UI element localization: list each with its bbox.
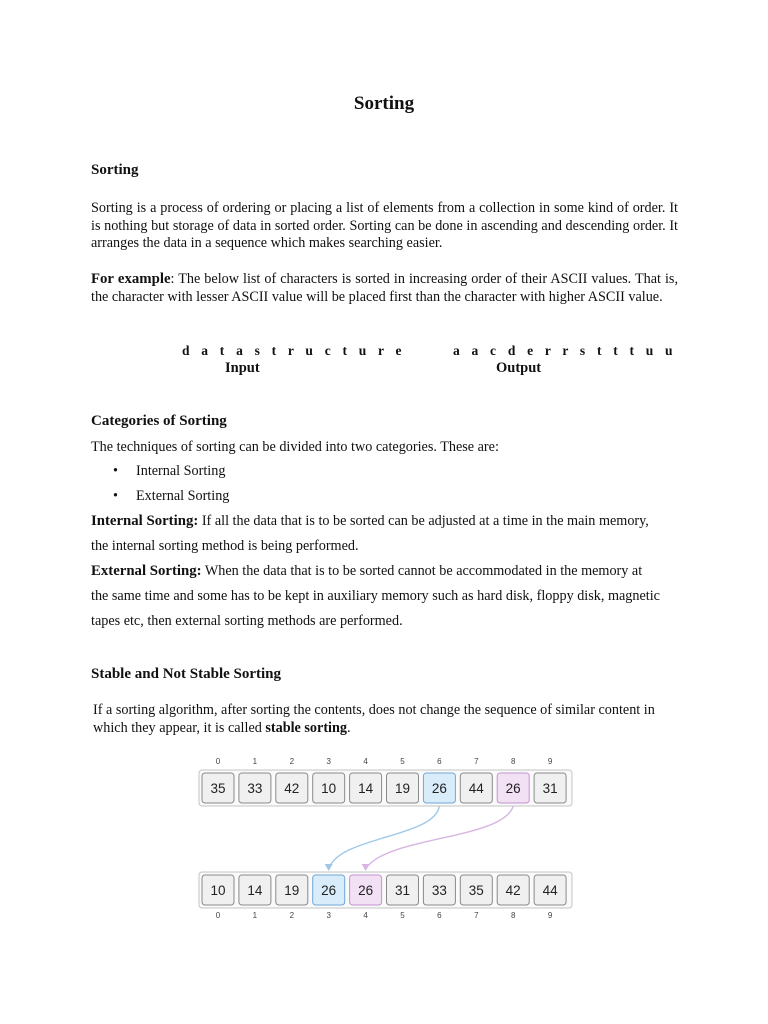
before-index-label: 3 <box>326 757 331 766</box>
after-cell-value: 31 <box>394 883 411 898</box>
section-heading-stable: Stable and Not Stable Sorting <box>91 666 282 682</box>
section-heading-categories: Categories of Sorting <box>91 413 227 429</box>
before-index-label: 2 <box>289 757 295 766</box>
bullet-internal-sorting: Internal Sorting <box>136 463 226 479</box>
after-cell-value: 14 <box>247 883 263 898</box>
after-cell-value: 35 <box>468 883 484 898</box>
bullet-icon: • <box>113 488 118 504</box>
stable-arrow-pink <box>366 806 514 869</box>
internal-sorting-lead: Internal Sorting: <box>91 513 199 529</box>
before-cell-value: 33 <box>247 781 263 796</box>
after-cell-value: 42 <box>505 883 521 898</box>
before-index-label: 6 <box>437 757 442 766</box>
before-cell-value: 26 <box>431 781 447 796</box>
section-heading-sorting: Sorting <box>91 162 139 178</box>
before-cell-value: 14 <box>358 781 374 796</box>
before-cell-value: 35 <box>210 781 226 796</box>
input-label: Input <box>225 360 260 376</box>
output-characters: a a c d e r r s t t t u u <box>453 343 677 358</box>
categories-intro: The techniques of sorting can be divided into two categories. These are: <box>91 439 499 455</box>
before-index-label: 4 <box>363 757 368 766</box>
external-sorting-line-2: the same time and some has to be kept in auxiliary memory such as hard disk, floppy disk, magnetic <box>91 588 660 604</box>
after-index-label: 7 <box>474 911 479 920</box>
before-cell-value: 42 <box>284 781 300 796</box>
example-lead: For example <box>91 271 171 287</box>
after-index-label: 5 <box>400 911 405 920</box>
before-index-label: 9 <box>547 757 553 766</box>
after-index-label: 8 <box>510 911 516 920</box>
after-cell-value: 33 <box>431 883 447 898</box>
external-sorting-lead: External Sorting: <box>91 563 202 579</box>
stable-text: If a sorting algorithm, after sorting the contents, does not change the sequence of similar content in which they appear, it is called <box>93 702 655 736</box>
bullet-external-sorting: External Sorting <box>136 488 230 504</box>
output-label: Output <box>496 360 542 376</box>
after-index-label: 2 <box>289 911 295 920</box>
before-index-label: 8 <box>510 757 516 766</box>
after-index-label: 1 <box>252 911 258 920</box>
before-index-label: 0 <box>215 757 221 766</box>
after-index-label: 0 <box>215 911 221 920</box>
stable-text-end: . <box>346 719 351 736</box>
before-cell-value: 31 <box>542 781 558 796</box>
before-cell-value: 10 <box>321 781 337 796</box>
bullet-icon: • <box>113 463 118 479</box>
before-index-label: 1 <box>252 757 258 766</box>
internal-sorting-text: If all the data that is to be sorted can be adjusted at a time in the main memory, <box>198 513 649 529</box>
stable-term: stable sorting <box>265 719 347 736</box>
external-sorting-text: When the data that is to be sorted cannot be accommodated in the memory at <box>201 563 643 579</box>
arrowhead-pink-icon <box>362 864 370 871</box>
before-index-label: 7 <box>474 757 479 766</box>
after-cell-value: 26 <box>358 883 374 898</box>
after-index-label: 4 <box>363 911 368 920</box>
before-cell-value: 44 <box>468 781 484 796</box>
after-cell-value: 19 <box>284 883 300 898</box>
before-cell-value: 19 <box>394 781 411 796</box>
before-cell-value: 26 <box>505 781 521 796</box>
input-characters: d a t a s t r u c t u r e <box>182 343 406 358</box>
page-title: Sorting <box>353 93 415 114</box>
internal-sorting-line-2: the internal sorting method is being performed. <box>91 538 359 554</box>
after-cell-value: 26 <box>321 883 337 898</box>
stable-arrow-blue <box>329 806 440 869</box>
after-cell-value: 44 <box>542 883 558 898</box>
example-text: : The below list of characters is sorted in increasing order of their ASCII values. That is, the character with lesser ASCII value will be placed first than the character with higher ASCII value. <box>91 271 678 305</box>
arrowhead-blue-icon <box>325 864 333 871</box>
after-index-label: 3 <box>326 911 331 920</box>
external-sorting-line-3: tapes etc, then external sorting methods are performed. <box>91 613 403 629</box>
after-cell-value: 10 <box>210 883 226 898</box>
intro-paragraph: Sorting is a process of ordering or placing a list of elements from a collection in some kind of order. It is nothing but storage of data in sorted order. Sorting can be done in ascending and descending order. It arranges the data in a sequence which makes searching easier. <box>91 200 678 252</box>
before-index-label: 5 <box>400 757 405 766</box>
after-index-label: 6 <box>437 911 442 920</box>
after-index-label: 9 <box>547 911 553 920</box>
